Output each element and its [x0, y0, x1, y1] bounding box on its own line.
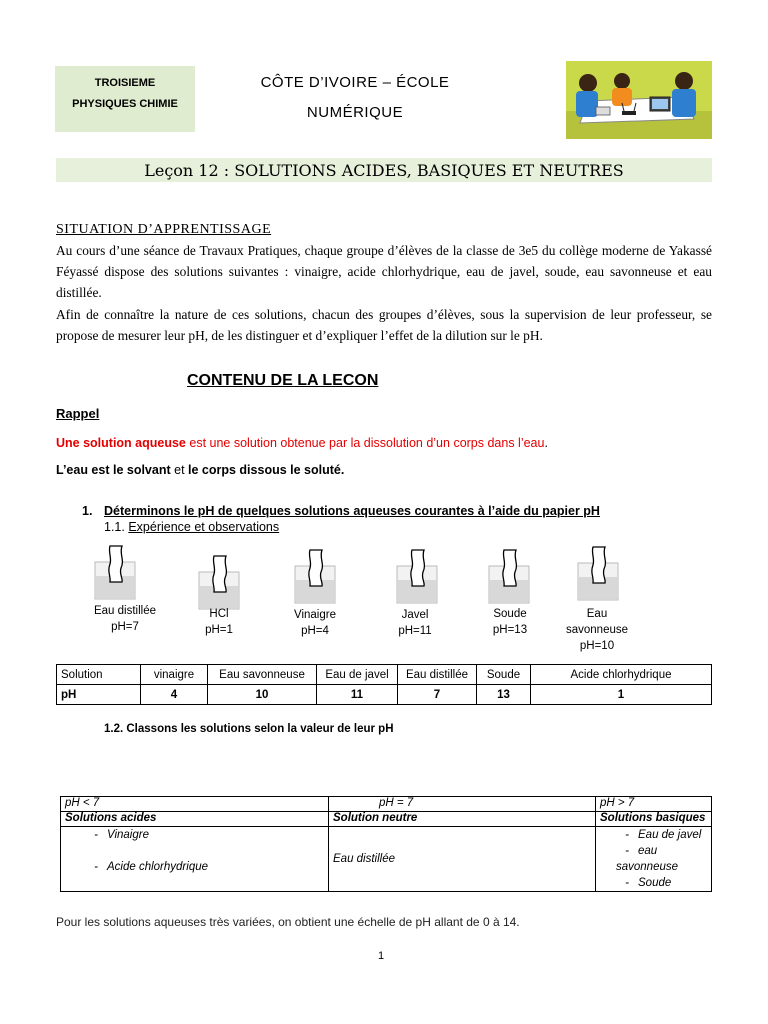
beaker-name: Eau distillée [93, 605, 156, 617]
definition-term: Une solution aqueuse [56, 436, 186, 450]
beaker-ph: pH=10 [579, 640, 615, 652]
table-cell: Solutions acides [61, 812, 329, 827]
list-item: - Soude [625, 877, 672, 889]
situation-paragraph-1: Au cours d’une séance de Travaux Pratiques, chaque groupe d’élèves de la classe de 3e5 du collège moderne de Yakassé Féyassé dispose des solutions suivantes : vinaigre, acide chlorhydrique, eau de javel, soude, eau savonneuse et eau distillée. [56, 243, 712, 300]
solvent-text: L’eau est le solvant [56, 463, 171, 477]
list-item: - eau savonneuse [616, 845, 679, 873]
rappel-title: Rappel [56, 406, 100, 421]
list-item: - Eau de javel [625, 829, 702, 841]
base-list-cell [596, 827, 712, 892]
beaker-javel [396, 548, 438, 604]
grade-level: TROISIEME [94, 77, 156, 89]
beaker-ph: pH=13 [492, 624, 528, 636]
table-cell: Solutions basiques [596, 812, 712, 827]
definition-line [56, 436, 548, 450]
table-cell: 4 [141, 685, 208, 705]
table-cell: Acide chlorhydrique [531, 665, 712, 685]
beaker-label [270, 607, 360, 639]
students-illustration [566, 61, 712, 139]
solvent-line [56, 463, 344, 477]
beaker-label [80, 603, 170, 635]
definition-text: est une solution obtenue par la dissolution d’un corps dans l’eau [185, 436, 545, 450]
neutral-cell: Eau distillée [329, 827, 596, 892]
table-cell: vinaigre [141, 665, 208, 685]
table-row [61, 812, 712, 827]
section-1-title: Déterminons le pH de quelques solutions aqueuses courantes à l’aide du papier pH [104, 504, 600, 518]
acid-list [85, 827, 324, 875]
table-cell: Solution [57, 665, 141, 685]
beaker-ph: pH=11 [398, 625, 432, 637]
school-title [230, 68, 480, 128]
beaker-label [465, 606, 555, 638]
situation-paragraph-2: Afin de connaître la nature de ces solutions, chacun des groupes d’élèves, sous la supervision de leur professeur, se propose de mesurer leur pH, de les distinguer et d’expliquer l’effet de la dilution sur le pH. [56, 307, 712, 343]
school-line-1: CÔTE D’IVOIRE – ÉCOLE [260, 74, 450, 91]
table-cell: Eau savonneuse [208, 665, 317, 685]
beaker-soude [488, 548, 530, 604]
ph-scale-text: Pour les solutions aqueuses très variées, on obtient une échelle de pH allant de 0 à 14. [56, 915, 520, 929]
list-item: - Vinaigre [94, 829, 149, 841]
table-cell: 1 [531, 685, 712, 705]
section-1-2-heading: 1.2. Classons les solutions selon la valeur de leur pH [104, 723, 394, 735]
beaker-eau-distillee [94, 544, 136, 600]
table-cell: Solution neutre [329, 812, 596, 827]
table-cell: pH = 7 [329, 797, 596, 812]
section-1-1-number: 1.1. [104, 520, 125, 534]
acid-list-cell [61, 827, 329, 892]
section-1-heading [82, 504, 600, 518]
lesson-title: Leçon 12 : SOLUTIONS ACIDES, BASIQUES ET NEUTRES [56, 158, 712, 182]
page-number: 1 [378, 950, 385, 962]
ph-table [56, 664, 712, 705]
beaker-name: Vinaigre [294, 609, 336, 621]
list-item: - Acide chlorhydrique [94, 861, 209, 873]
beaker-name: Javel [401, 609, 429, 621]
beaker-ph: pH=7 [111, 621, 139, 633]
subject: PHYSIQUES CHIMIE [72, 98, 178, 110]
table-cell: pH [57, 685, 141, 705]
section-1-number: 1. [82, 504, 93, 518]
beaker-eau-savonneuse [577, 545, 619, 601]
table-cell: 10 [208, 685, 317, 705]
situation-title: SITUATION D’APPRENTISSAGE [56, 222, 272, 237]
grade-box [55, 66, 195, 132]
table-row [57, 665, 712, 685]
table-cell: 13 [477, 685, 531, 705]
table-row [61, 797, 712, 812]
table-cell: 7 [398, 685, 477, 705]
table-cell: Eau distillée [398, 665, 477, 685]
table-cell: pH < 7 [61, 797, 329, 812]
section-1-1-heading [104, 520, 279, 534]
table-row [57, 685, 712, 705]
beaker-name: HCl [209, 608, 229, 620]
table-cell: 11 [317, 685, 398, 705]
beaker-name: Eau savonneuse [565, 608, 629, 636]
beaker-ph: pH=1 [205, 624, 233, 636]
solute-text: le corps dissous le soluté. [188, 463, 345, 477]
definition-end: . [544, 436, 548, 450]
beaker-label [552, 606, 642, 654]
contenu-title: CONTENU DE LA LECON [187, 372, 379, 389]
table-cell: Soude [477, 665, 531, 685]
table-cell: Eau de javel [317, 665, 398, 685]
beaker-vinaigre [294, 548, 336, 604]
beaker-ph: pH=4 [301, 625, 329, 637]
section-1-1-title: Expérience et observations [128, 520, 280, 534]
beaker-hcl [198, 554, 240, 610]
beaker-label [370, 607, 460, 639]
beaker-name: Soude [493, 608, 527, 620]
beaker-label [174, 606, 264, 638]
table-cell: pH > 7 [596, 797, 712, 812]
table-row [61, 827, 712, 892]
solvent-and: et [170, 463, 189, 477]
base-list [616, 827, 707, 891]
classification-table [60, 796, 712, 892]
school-line-2: NUMÉRIQUE [306, 104, 404, 121]
